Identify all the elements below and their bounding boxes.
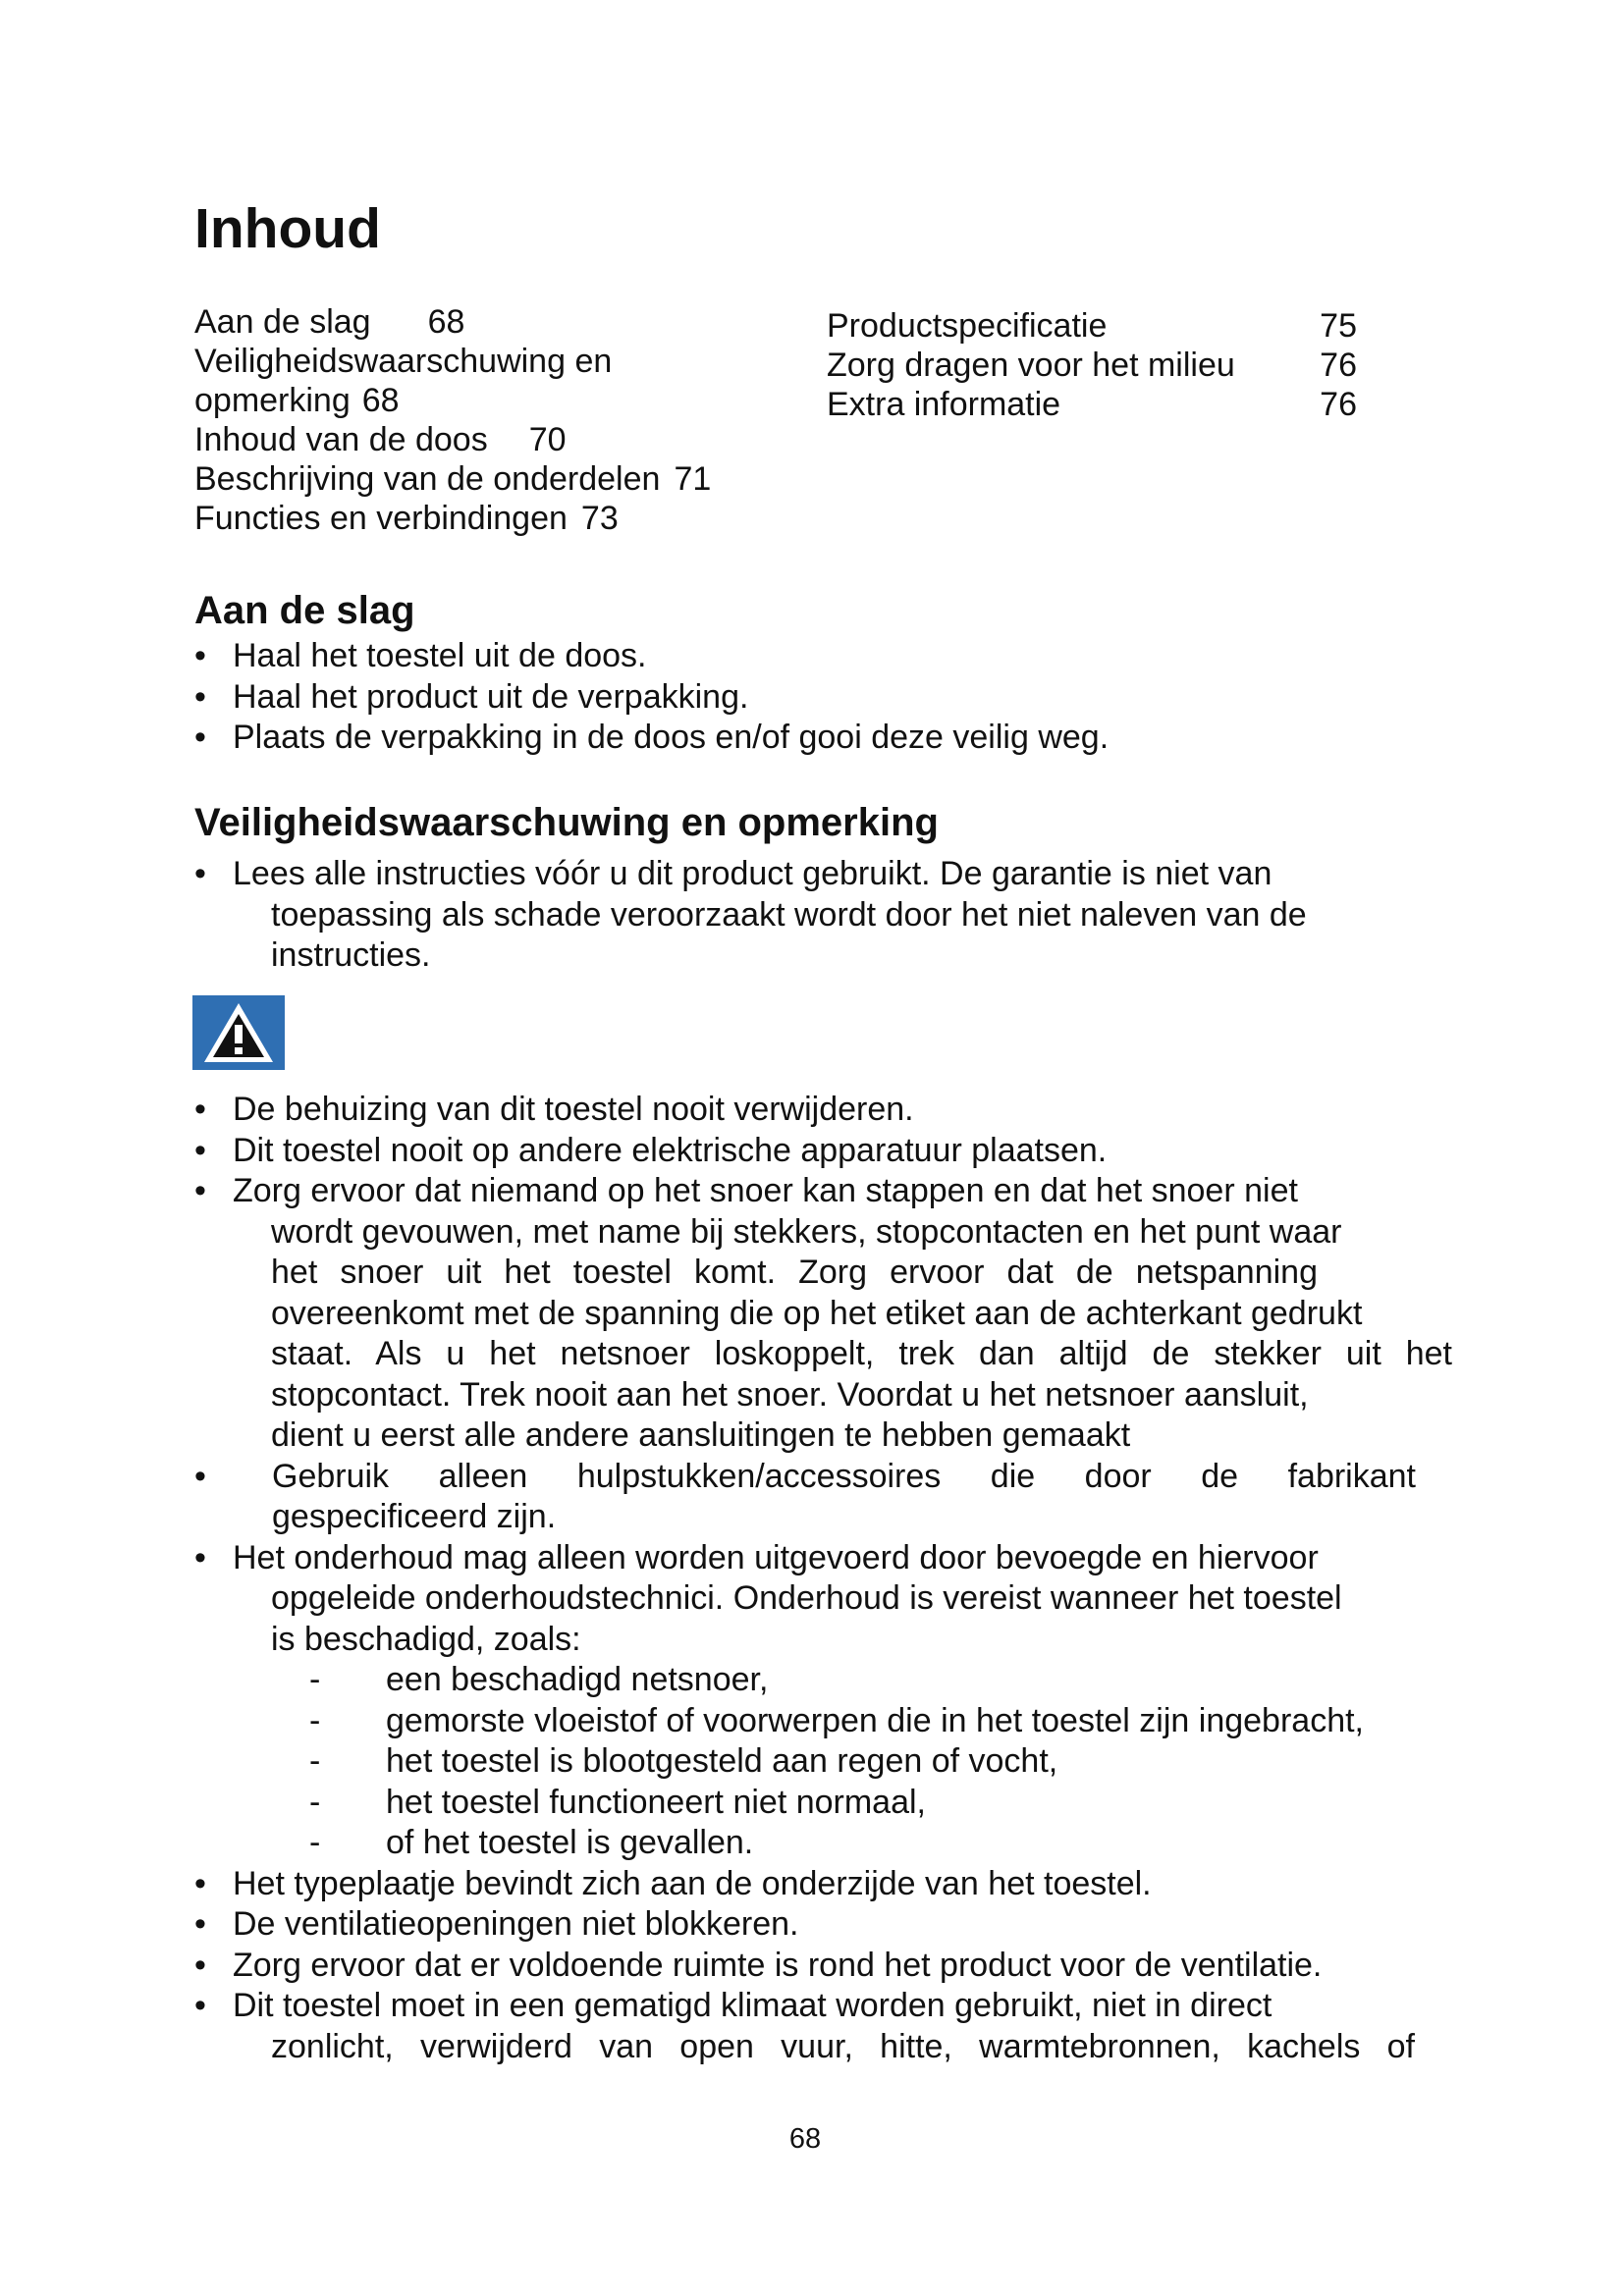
dash-item: - gemorste vloeistof of voorwerpen die in het toestel zijn ingebracht,	[233, 1701, 1461, 1742]
text-line: is beschadigd, zoals:	[271, 1620, 581, 1658]
dash-item: - het toestel is blootgesteld aan regen of vocht,	[233, 1741, 1461, 1783]
toc-label: Productspecificatie	[827, 307, 1108, 345]
list-item: • Haal het toestel uit de doos.	[194, 636, 1461, 677]
section-heading-veiligheid: Veiligheidswaarschuwing en opmerking	[194, 801, 939, 844]
list-item: • Het typeplaatje bevindt zich aan de onderzijde van het toestel.	[194, 1864, 1461, 1905]
toc-entry	[827, 306, 1357, 346]
text-line: gespecificeerd zijn.	[272, 1498, 557, 1535]
toc-page: 73	[580, 500, 619, 537]
list-item: • De ventilatieopeningen niet blokkeren.	[194, 1904, 1461, 1946]
toc-page: 75	[1320, 307, 1357, 345]
safety-intro-list	[194, 854, 1461, 977]
toc-label: Zorg dragen voor het milieu	[827, 347, 1235, 384]
list-item	[194, 854, 1461, 977]
text-line: zonlicht, verwijderd van open vuur, hitte, warmtebronnen, kachels of	[271, 2027, 1415, 2065]
text-line: • Gebruik alleen hulpstukken/accessoires die door de fabrikant	[272, 1457, 1416, 1495]
dash-list	[233, 1660, 1461, 1864]
text-line: dient u eerst alle andere aansluitingen te hebben gemaakt	[271, 1416, 1131, 1454]
text-line: instructies.	[271, 936, 431, 974]
toc-label: Aan de slag	[194, 303, 371, 341]
text-line: toepassing als schade veroorzaakt wordt door het niet naleven van de	[271, 895, 1307, 934]
toc-label: Functies en verbindingen	[194, 500, 568, 537]
toc-right-column	[827, 306, 1357, 424]
text-line: • Lees alle instructies vóór u dit product gebruikt. De garantie is niet van	[233, 855, 1272, 892]
aan-de-slag-list	[194, 636, 1461, 759]
list-item	[194, 1538, 1461, 1864]
toc-label: Beschrijving van de onderdelen	[194, 460, 661, 498]
text-line: stopcontact. Trek nooit aan het snoer. Voordat u het netsnoer aansluit,	[271, 1375, 1309, 1414]
toc-label: Veiligheidswaarschuwing en	[194, 343, 613, 380]
safety-list	[194, 1090, 1461, 2067]
text-line: • Het onderhoud mag alleen worden uitgevoerd door bevoegde en hiervoor	[233, 1538, 1319, 1576]
list-item: • Haal het product uit de verpakking.	[194, 677, 1461, 719]
toc-page: 76	[1320, 386, 1357, 423]
toc-entry	[194, 420, 784, 459]
list-item: • Zorg ervoor dat er voldoende ruimte is rond het product voor de ventilatie.	[194, 1946, 1461, 1987]
toc-left-column	[194, 302, 784, 538]
toc-page: 76	[1320, 347, 1357, 384]
toc-page: 68	[427, 303, 465, 341]
toc-page: 71	[674, 460, 712, 498]
text-line: overeenkomt met de spanning die op het etiket aan de achterkant gedrukt	[271, 1294, 1363, 1332]
toc-entry	[194, 381, 784, 420]
dash-item: - het toestel functioneert niet normaal,	[233, 1783, 1461, 1824]
list-item: • Dit toestel nooit op andere elektrische apparatuur plaatsen.	[194, 1131, 1461, 1172]
toc-entry	[194, 459, 784, 499]
toc-entry	[827, 346, 1357, 385]
list-item: • Plaats de verpakking in de doos en/of gooi deze veilig weg.	[194, 718, 1461, 759]
toc-label: Inhoud van de doos	[194, 421, 488, 458]
text-line: opgeleide onderhoudstechnici. Onderhoud is vereist wanneer het toestel	[271, 1579, 1342, 1617]
list-item	[194, 1457, 1461, 1538]
dash-item: - een beschadigd netsnoer,	[233, 1660, 1461, 1701]
toc-page: 70	[528, 421, 567, 458]
page-number: 68	[788, 2123, 822, 2155]
toc-entry	[194, 342, 784, 381]
page-title: Inhoud	[194, 197, 381, 260]
text-line: • Dit toestel moet in een gematigd klimaat worden gebruikt, niet in direct	[233, 1987, 1272, 2024]
list-item	[194, 1986, 1461, 2067]
list-item: • De behuizing van dit toestel nooit verwijderen.	[194, 1090, 1461, 1131]
toc-label: opmerking	[194, 382, 351, 419]
text-line: staat. Als u het netsnoer loskoppelt, trek dan altijd de stekker uit het	[271, 1335, 1452, 1372]
toc-page: 68	[361, 382, 400, 419]
dash-item: - of het toestel is gevallen.	[233, 1823, 1461, 1864]
toc-label: Extra informatie	[827, 386, 1061, 423]
section-heading-aan-de-slag: Aan de slag	[194, 589, 415, 632]
text-line: het snoer uit het toestel komt. Zorg ervoor dat de netspanning	[271, 1254, 1318, 1291]
text-line: wordt gevouwen, met name bij stekkers, stopcontacten en het punt waar	[271, 1212, 1342, 1251]
list-item	[194, 1171, 1461, 1457]
text-line: • Zorg ervoor dat niemand op het snoer kan stappen en dat het snoer niet	[233, 1172, 1298, 1209]
toc-entry	[827, 385, 1357, 424]
toc-entry	[194, 499, 784, 538]
warning-triangle-icon	[192, 995, 285, 1070]
toc-entry	[194, 302, 784, 342]
